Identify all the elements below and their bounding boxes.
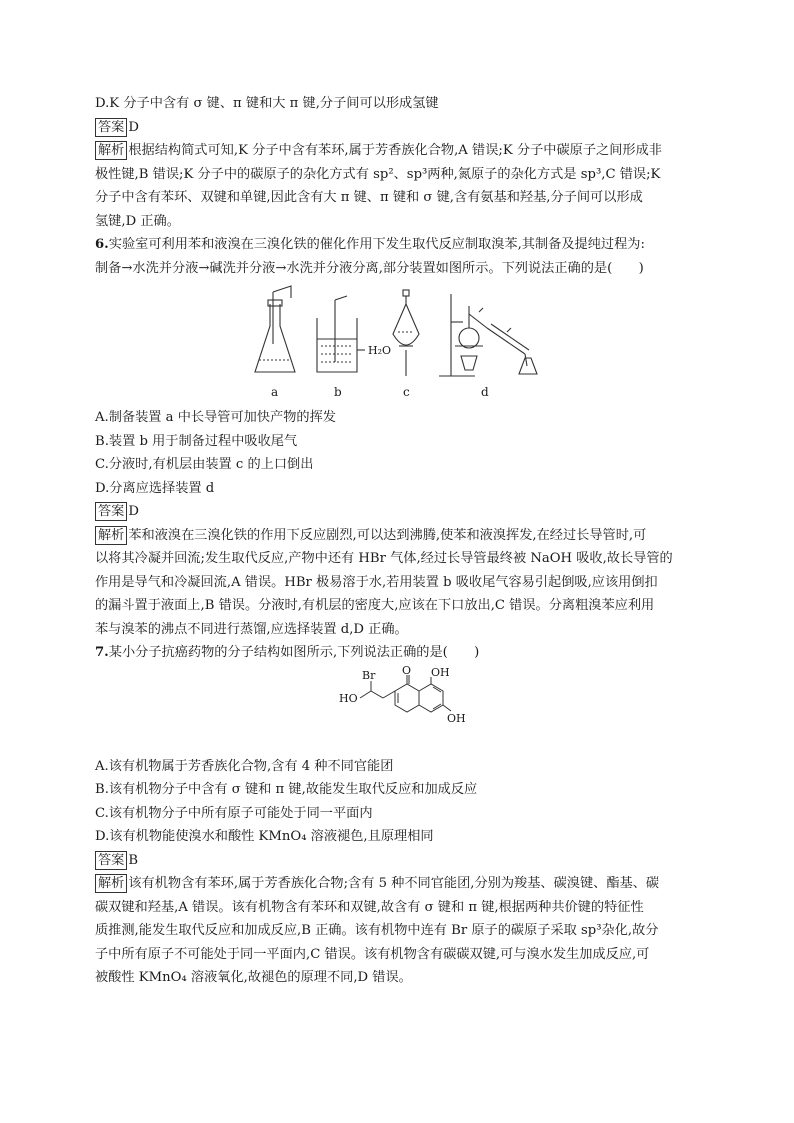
q7-answer-label: 答案: [95, 851, 127, 870]
q5-answer-label: 答案: [95, 118, 127, 137]
q6-analysis-line-4: 的漏斗置于液面上,B 错误。分液时,有机层的密度大,应该在下口放出,C 错误。分离粗溴苯应利用: [95, 598, 655, 613]
q7-analysis-line-4: 子中所有原子不可能处于同一平面内,C 错误。该有机物含有碳碳双键,可与溴水发生加成反应,可: [95, 946, 650, 962]
document-page: [95, 92, 703, 990]
apparatus-b-h2o-label: H₂O: [368, 344, 392, 357]
q7-answer-value: B: [128, 852, 139, 868]
q7-option-b: B.该有机物分子中含有 σ 键和 π 键,故能发生取代反应和加成反应: [95, 782, 478, 797]
q6-stem-line-2: 制备→水洗并分液→碱洗并分液→水洗并分液分离,部分装置如图所示。下列说法正确的是( ): [95, 260, 644, 276]
q7-analysis-line-1: 解析 该有机物含有苯环,属于芳香族化合物;含有 5 种不同官能团,分别为羧基、碳溴键、酯基、碳: [95, 872, 703, 896]
q7-analysis-line-3: 质推测,能发生取代反应和加成反应,B 正确。该有机物中连有 Br 原子的碳原子采取 sp³杂化,故分: [95, 923, 659, 938]
apparatus-label-b: b: [334, 385, 342, 399]
apparatus-label-a: a: [271, 385, 279, 399]
q5-analysis-label: 解析: [95, 141, 127, 160]
apparatus-d-distillation: [439, 294, 537, 376]
q6-analysis-line-2: 以将其冷凝并回流;发生取代反应,产物中还有 HBr 气体,经过长导管最终被 NaOH 吸收,故长导管的: [95, 551, 673, 566]
apparatus-a-flask: [255, 286, 295, 372]
apparatus-c-funnel: [393, 290, 419, 376]
q6-option-c: C.分液时,有机层由装置 c 的上口倒出: [95, 457, 314, 472]
q6-option-b: B.装置 b 用于制备过程中吸收尾气: [95, 433, 298, 449]
q6-answer-value: D: [128, 504, 139, 519]
q7-option-a: A.该有机物属于芳香族化合物,含有 4 种不同官能团: [95, 758, 394, 774]
q7-option-c: C.该有机物分子中所有原子可能处于同一平面内: [95, 805, 373, 821]
q7-option-d: D.该有机物能使溴水和酸性 KMnO₄ 溶液褪色,且原理相同: [95, 829, 434, 844]
mol-br-label: Br: [362, 668, 376, 682]
q6-analysis-line-1: 解析 苯和液溴在三溴化铁的作用下反应剧烈,可以达到沸腾,使苯和液溴挥发,在经过长导管时,可: [95, 524, 703, 548]
apparatus-label-d: d: [481, 385, 489, 399]
q7-molecule-figure: [95, 665, 703, 755]
q6-option-d: D.分离应选择装置 d: [95, 480, 215, 496]
q6-option-a: A.制备装置 a 中长导管可加快产物的挥发: [95, 410, 336, 425]
apparatus-b-beaker: [317, 296, 365, 372]
q7-analysis-line-5: 被酸性 KMnO₄ 溶液氧化,故褪色的原理不同,D 错误。: [95, 970, 412, 985]
q5-analysis-line-4: 氢键,D 正确。: [95, 213, 180, 229]
q5-option-d: D.K 分子中含有 σ 键、π 键和大 π 键,分子间可以形成氢键: [95, 96, 439, 111]
q6-apparatus-figure: [95, 284, 703, 404]
q7-analysis-line-2: 碳双键和羟基,A 错误。该有机物含有苯环和双键,故含有 σ 键和 π 键,根据两种共价键的特征性: [95, 899, 644, 915]
mol-ho-label: HO: [339, 691, 358, 705]
q5-analysis-line-1: 解析 根据结构简式可知,K 分子中含有苯环,属于芳香族化合物,A 错误;K 分子中碳原子之间形成非: [95, 139, 703, 163]
q6-answer: [95, 500, 703, 524]
molecule-svg: [95, 665, 703, 755]
q5-answer: [95, 116, 703, 140]
mol-o-label: O: [402, 664, 412, 677]
q6-analysis-line-3: 作用是导气和冷凝回流,A 错误。HBr 极易溶于水,若用装置 b 吸收尾气容易引起倒吸,应该用倒扣: [95, 574, 658, 590]
q6-analysis-label: 解析: [95, 526, 127, 545]
apparatus-svg: [95, 284, 703, 404]
q5-analysis-line-3: 分子中含有苯环、双键和单键,因此含有大 π 键、π 键和 σ 键,含有氨基和羟基,分子间可以形成: [95, 190, 643, 205]
q7-stem: 7.某小分子抗癌药物的分子结构如图所示,下列说法正确的是( ): [95, 645, 480, 660]
mol-oh-top-label: OH: [431, 665, 450, 679]
q6-number: 6.: [95, 237, 109, 252]
q7-analysis-label: 解析: [95, 874, 127, 893]
q7-number: 7.: [95, 645, 109, 660]
q6-answer-label: 答案: [95, 502, 127, 521]
q5-answer-value: D: [128, 119, 139, 135]
q6-stem-line-1: 6.实验室可利用苯和液溴在三溴化铁的催化作用下发生取代反应制取溴苯,其制备及提纯过程为:: [95, 237, 645, 252]
q7-answer: [95, 849, 703, 873]
apparatus-label-c: c: [403, 385, 410, 399]
mol-oh-bottom-label: OH: [447, 711, 466, 725]
q5-analysis-line-2: 极性键,B 错误;K 分子中的碳原子的杂化方式有 sp²、sp³两种,氮原子的杂化方式是 sp³,C 错误;K: [95, 166, 661, 182]
q6-analysis-line-5: 苯与溴苯的沸点不同进行蒸馏,应选择装置 d,D 正确。: [95, 621, 408, 637]
